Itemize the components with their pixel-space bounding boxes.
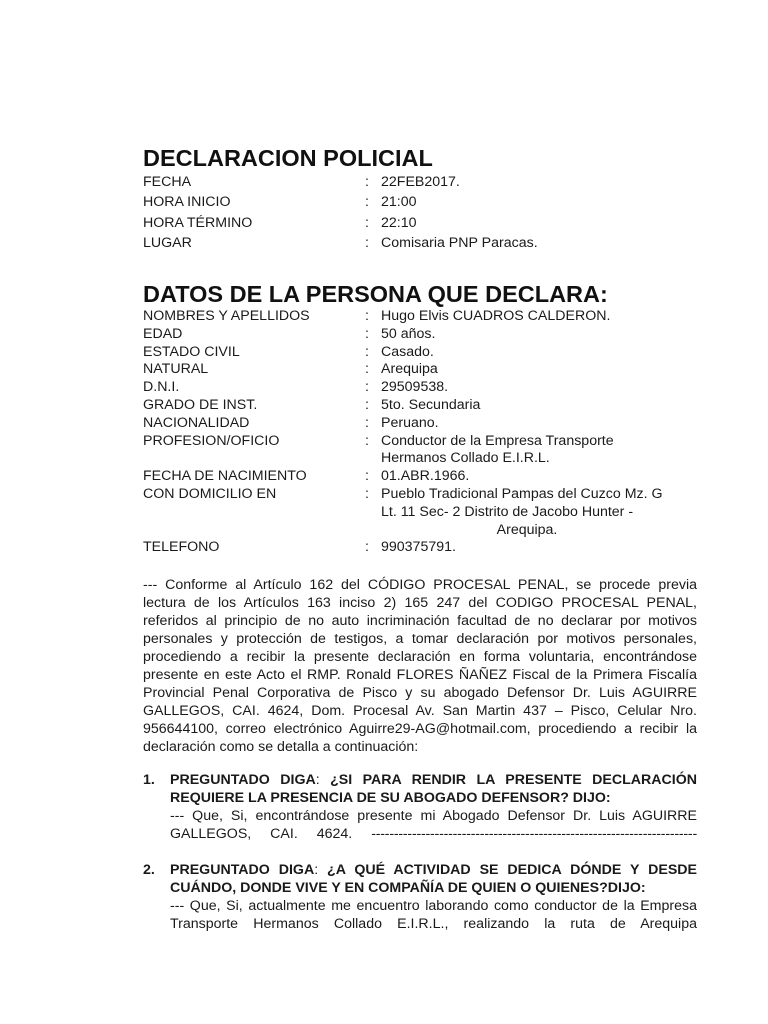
- field-separator: :: [365, 432, 369, 449]
- field-separator: :: [365, 174, 369, 190]
- field-row-fecha-nacimiento: [143, 468, 697, 486]
- field-row-natural: [143, 361, 697, 379]
- question-number: 2.: [143, 862, 155, 878]
- question-text: [170, 771, 697, 807]
- field-value: [381, 172, 701, 192]
- field-label: NOMBRES Y APELLIDOS: [143, 308, 310, 324]
- field-row-lugar: [143, 233, 697, 253]
- question-text: [170, 861, 697, 897]
- field-value-line: 22:10: [381, 214, 417, 231]
- answer-content: --- Que, Si, encontrándose presente mi Abogado Defensor Dr. Luis AGUIRRE GALLEGOS, CAI. 4624.: [170, 808, 697, 842]
- field-value-line: Pueblo Tradicional Pampas del Cuzco Mz. G: [381, 485, 663, 502]
- field-value-line: Comisaria PNP Paracas.: [381, 235, 538, 252]
- field-value: [381, 192, 701, 212]
- field-row-fecha: [143, 172, 697, 192]
- field-value-line: Arequipa.: [496, 521, 558, 538]
- field-value: [381, 433, 701, 469]
- field-value: [381, 361, 701, 379]
- field-row-telefono: [143, 539, 697, 557]
- question-item-2: [143, 861, 697, 933]
- field-value-line: 29509538.: [381, 379, 449, 396]
- question-number: 1.: [143, 772, 155, 788]
- question-prefix: PREGUNTADO DIGA: [170, 772, 316, 788]
- field-separator: :: [365, 468, 369, 485]
- question-body: [170, 771, 697, 843]
- field-label: HORA TÉRMINO: [143, 214, 253, 231]
- answer-text: [170, 897, 697, 933]
- field-row-domicilio: [143, 486, 697, 539]
- field-separator: :: [365, 539, 369, 556]
- field-row-hora-termino: [143, 213, 697, 233]
- field-label: FECHA: [143, 174, 192, 190]
- field-separator: :: [365, 308, 369, 324]
- field-separator: :: [365, 379, 369, 396]
- field-separator: :: [365, 361, 369, 378]
- field-value-line: Peruano.: [381, 414, 439, 431]
- field-row-nacionalidad: [143, 415, 697, 433]
- field-separator: :: [365, 485, 369, 502]
- field-separator: :: [365, 325, 369, 342]
- field-row-hora-inicio: [143, 192, 697, 212]
- section-title: DATOS DE LA PERSONA QUE DECLARA:: [143, 281, 608, 307]
- field-separator: :: [365, 214, 369, 231]
- field-label: ESTADO CIVIL: [143, 343, 240, 360]
- question-content: ¿SI PARA RENDIR LA PRESENTE DECLARACIÓN REQUIERE LA PRESENCIA DE SU ABOGADO DEFENSOR? DIJO:: [170, 772, 697, 806]
- field-value-line: 5to. Secundaria: [381, 396, 481, 413]
- field-value-line: Casado.: [381, 343, 434, 360]
- field-value: [381, 379, 701, 397]
- field-separator: :: [365, 396, 369, 413]
- field-label: TELEFONO: [143, 539, 220, 556]
- field-value: [381, 468, 701, 486]
- field-value-line: Lt. 11 Sec- 2 Distrito de Jacobo Hunter -: [381, 503, 634, 520]
- field-label: EDAD: [143, 325, 183, 342]
- field-label: LUGAR: [143, 235, 192, 252]
- question-content: ¿A QUÉ ACTIVIDAD SE DEDICA DÓNDE Y DESDE CUÁNDO, DONDE VIVE Y EN COMPAÑÍA DE QUIEN O QUIENES?DIJO:: [170, 862, 697, 896]
- field-row-estado-civil: [143, 344, 697, 362]
- field-label: FECHA DE NACIMIENTO: [143, 468, 307, 485]
- field-value-line: Hermanos Collado E.I.R.L.: [381, 450, 550, 467]
- field-value-line: 21:00: [381, 194, 417, 211]
- field-label: CON DOMICILIO EN: [143, 485, 277, 502]
- answer-trailing-dashes: ------------------------------------------------------------------------: [371, 826, 697, 842]
- field-label: HORA INICIO: [143, 194, 231, 211]
- field-value-line: Hugo Elvis CUADROS CALDERON.: [381, 308, 611, 324]
- question-body: [170, 861, 697, 933]
- question-colon: :: [315, 772, 331, 788]
- field-value-line: 990375791.: [381, 539, 456, 556]
- intro-paragraph: --- Conforme al Artículo 162 del CÓDIGO PROCESAL PENAL, se procede previa lectura de los Artículos 163 inciso 2) 165 247 del CODIGO PROCESAL PENAL, referidos al principio de no auto incriminación facultad de no declarar por motivos personales y protección de testigos, a tomar declaración por motivos personales, procediendo a recibir la presente declaración en forma voluntaria, encontrándose presente en este Acto el RMP. Ronald FLORES ÑAÑEZ Fiscal de la Primera Fiscalía Provincial Penal Corporativa de Pisco y su abogado Defensor Dr. Luis AGUIRRE GALLEGOS, CAI. 4624, Dom. Procesal Av. San Martin 437 – Pisco, Celular Nro. 956644100, correo electrónico Aguirre29-AG@hotmail.com, procediendo a recibir la declaración como se detalla a continuación:: [143, 577, 697, 755]
- field-value: [381, 486, 701, 539]
- field-row-dni: [143, 379, 697, 397]
- field-value: [381, 539, 701, 557]
- field-value: [381, 308, 701, 326]
- question-colon: :: [314, 862, 328, 878]
- field-value: [381, 344, 701, 362]
- field-value-line: Conductor de la Empresa Transporte: [381, 432, 614, 449]
- field-separator: :: [365, 194, 369, 211]
- field-separator: :: [365, 414, 369, 431]
- field-value: [381, 213, 701, 233]
- document-title: DECLARACION POLICIAL: [143, 145, 433, 171]
- field-value-line: Arequipa: [381, 361, 438, 378]
- field-value: [381, 397, 701, 415]
- field-separator: :: [365, 235, 369, 252]
- header-fields: [143, 172, 697, 254]
- field-value-line: 01.ABR.1966.: [381, 468, 470, 485]
- field-value-line: 22FEB2017.: [381, 174, 460, 190]
- field-label: D.N.I.: [143, 379, 180, 396]
- field-row-profesion: [143, 433, 697, 469]
- question-item-1: [143, 771, 697, 843]
- answer-text: [170, 807, 697, 843]
- field-value: [381, 326, 701, 344]
- field-row-grado: [143, 397, 697, 415]
- person-fields: [143, 308, 697, 557]
- field-value: [381, 415, 701, 433]
- field-row-edad: [143, 326, 697, 344]
- field-separator: :: [365, 343, 369, 360]
- field-label: PROFESION/OFICIO: [143, 432, 280, 449]
- field-label: GRADO DE INST.: [143, 396, 258, 413]
- answer-content: --- Que, Si, actualmente me encuentro laborando como conductor de la Empresa Transporte Hermanos Collado E.I.R.L., realizando la ruta de Arequipa: [170, 898, 697, 932]
- field-label: NATURAL: [143, 361, 209, 378]
- field-label: NACIONALIDAD: [143, 414, 250, 431]
- field-row-nombres: [143, 308, 697, 326]
- question-prefix: PREGUNTADO DIGA: [170, 862, 315, 878]
- field-value-line: 50 años.: [381, 325, 436, 342]
- field-value: [381, 233, 701, 253]
